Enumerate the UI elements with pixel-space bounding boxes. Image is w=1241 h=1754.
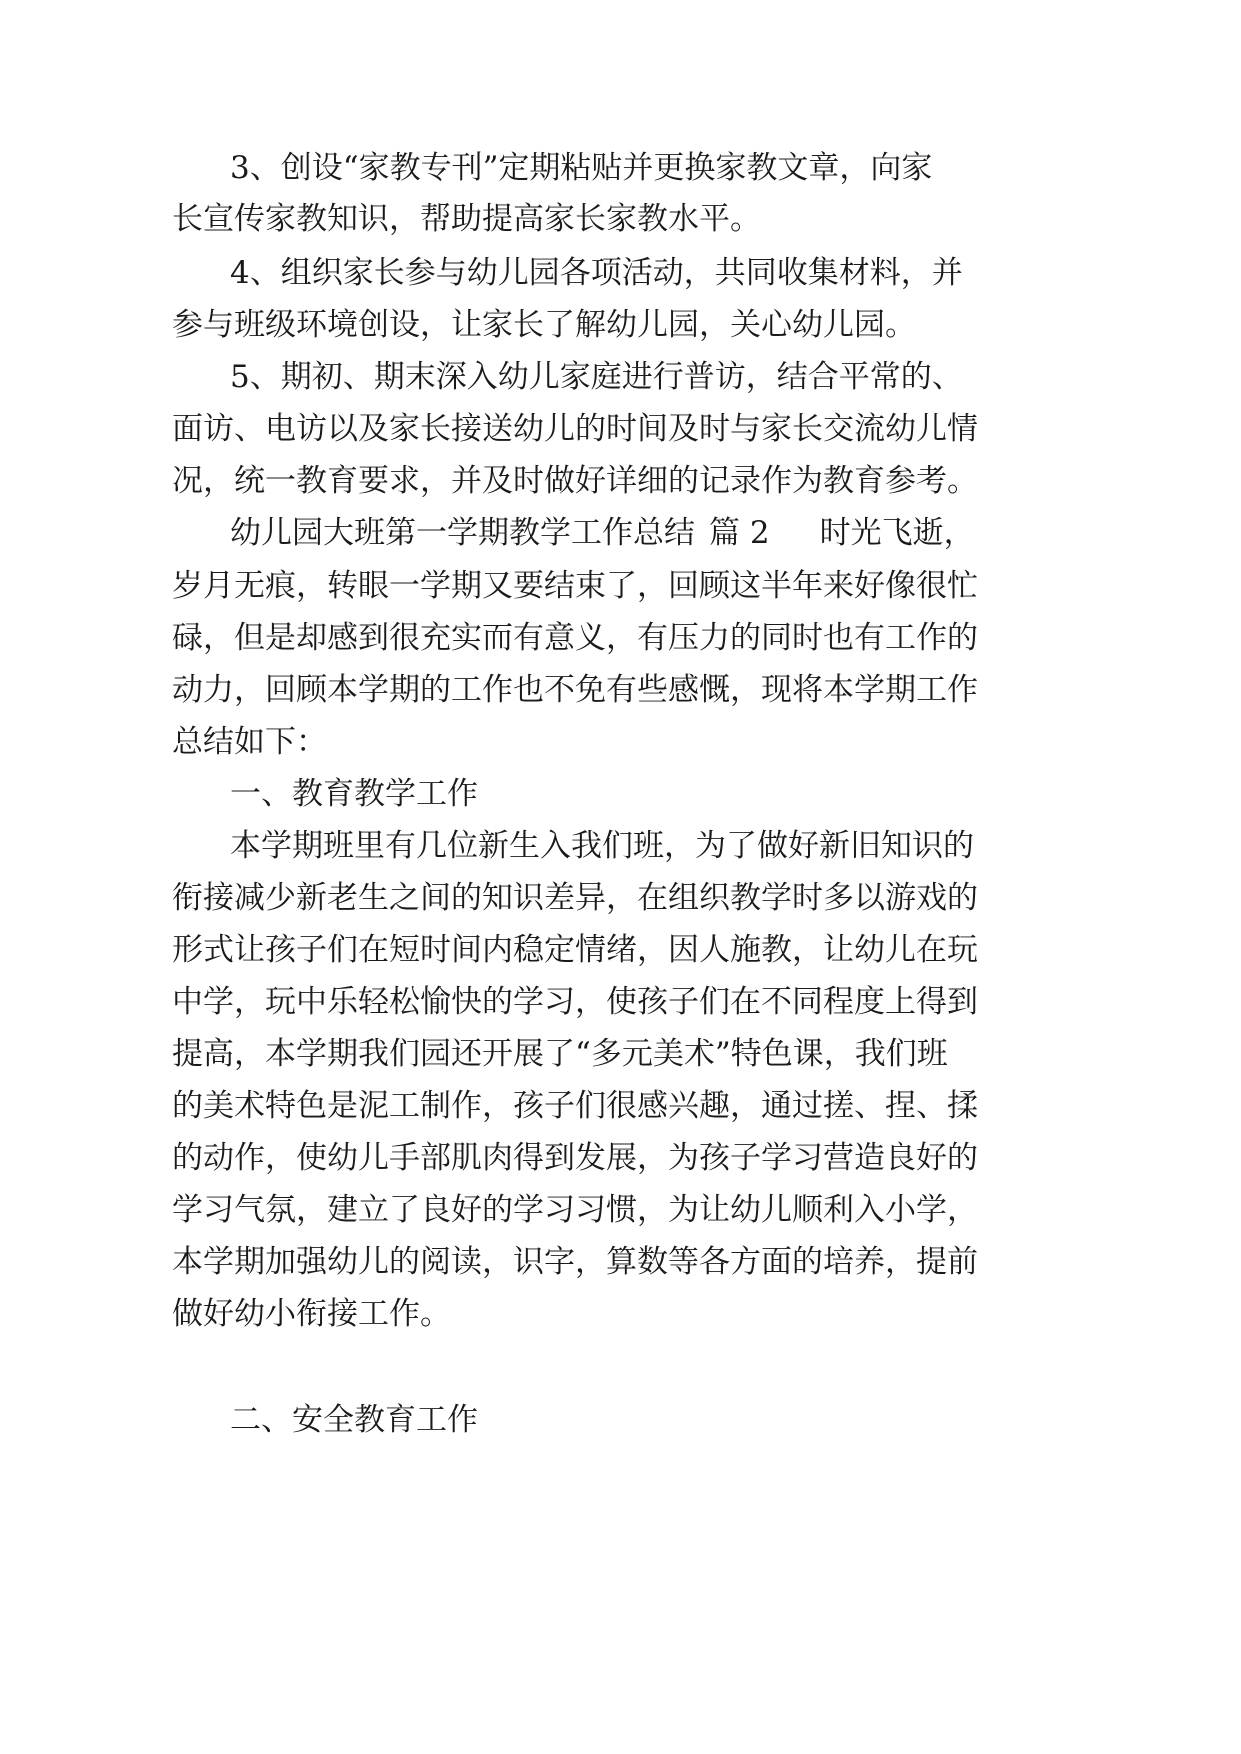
intro-line-4: 动力，回顾本学期的工作也不免有些感慨，现将本学期工作 xyxy=(172,672,978,708)
teaching-line-5: 提高，本学期我们园还开展了“多元美术”特色课，我们班 xyxy=(172,1036,948,1072)
teaching-line-9: 本学期加强幼儿的阅读，识字，算数等各方面的培养，提前 xyxy=(172,1244,978,1280)
intro-line-3: 碌，但是却感到很充实而有意义，有压力的同时也有工作的 xyxy=(172,620,978,656)
article-title: 幼儿园大班第一学期教学工作总结 xyxy=(230,515,695,551)
article-part-number: 篇 2 xyxy=(709,515,770,551)
section-heading-teaching: 一、教育教学工作 xyxy=(230,776,478,812)
paragraph-4-line-1: 4、组织家长参与幼儿园各项活动，共同收集材料，并 xyxy=(230,255,963,291)
teaching-line-4: 中学，玩中乐轻松愉快的学习，使孩子们在不同程度上得到 xyxy=(172,984,978,1020)
teaching-line-1: 本学期班里有几位新生入我们班，为了做好新旧知识的 xyxy=(230,828,974,864)
section-heading-safety: 二、安全教育工作 xyxy=(230,1402,478,1438)
paragraph-3-line-2: 长宣传家教知识，帮助提高家长家教水平。 xyxy=(172,201,761,237)
paragraph-5-line-2: 面访、电访以及家长接送幼儿的时间及时与家长交流幼儿情 xyxy=(172,411,978,447)
paragraph-4-line-2: 参与班级环境创设，让家长了解幼儿园，关心幼儿园。 xyxy=(172,307,916,343)
intro-line-5: 总结如下： xyxy=(172,724,327,760)
teaching-line-6: 的美术特色是泥工制作，孩子们很感兴趣，通过搓、捏、揉 xyxy=(172,1088,978,1124)
paragraph-5-line-3: 况，统一教育要求，并及时做好详细的记录作为教育参考。 xyxy=(172,463,978,499)
teaching-line-7: 的动作，使幼儿手部肌肉得到发展，为孩子学习营造良好的 xyxy=(172,1140,978,1176)
teaching-line-10: 做好幼小衔接工作。 xyxy=(172,1296,451,1332)
article-lead-text: 时光飞逝， xyxy=(819,515,975,551)
article-heading-line xyxy=(230,513,975,553)
teaching-line-8: 学习气氛，建立了良好的学习习惯，为让幼儿顺利入小学， xyxy=(172,1192,978,1228)
intro-line-2: 岁月无痕，转眼一学期又要结束了，回顾这半年来好像很忙 xyxy=(172,568,978,604)
teaching-line-2: 衔接减少新老生之间的知识差异，在组织教学时多以游戏的 xyxy=(172,880,978,916)
paragraph-5-line-1: 5、期初、期末深入幼儿家庭进行普访，结合平常的、 xyxy=(230,359,963,395)
teaching-line-3: 形式让孩子们在短时间内稳定情绪，因人施教，让幼儿在玩 xyxy=(172,932,978,968)
paragraph-3-line-1: 3、创设“家教专刊”定期粘贴并更换家教文章，向家 xyxy=(230,150,933,186)
